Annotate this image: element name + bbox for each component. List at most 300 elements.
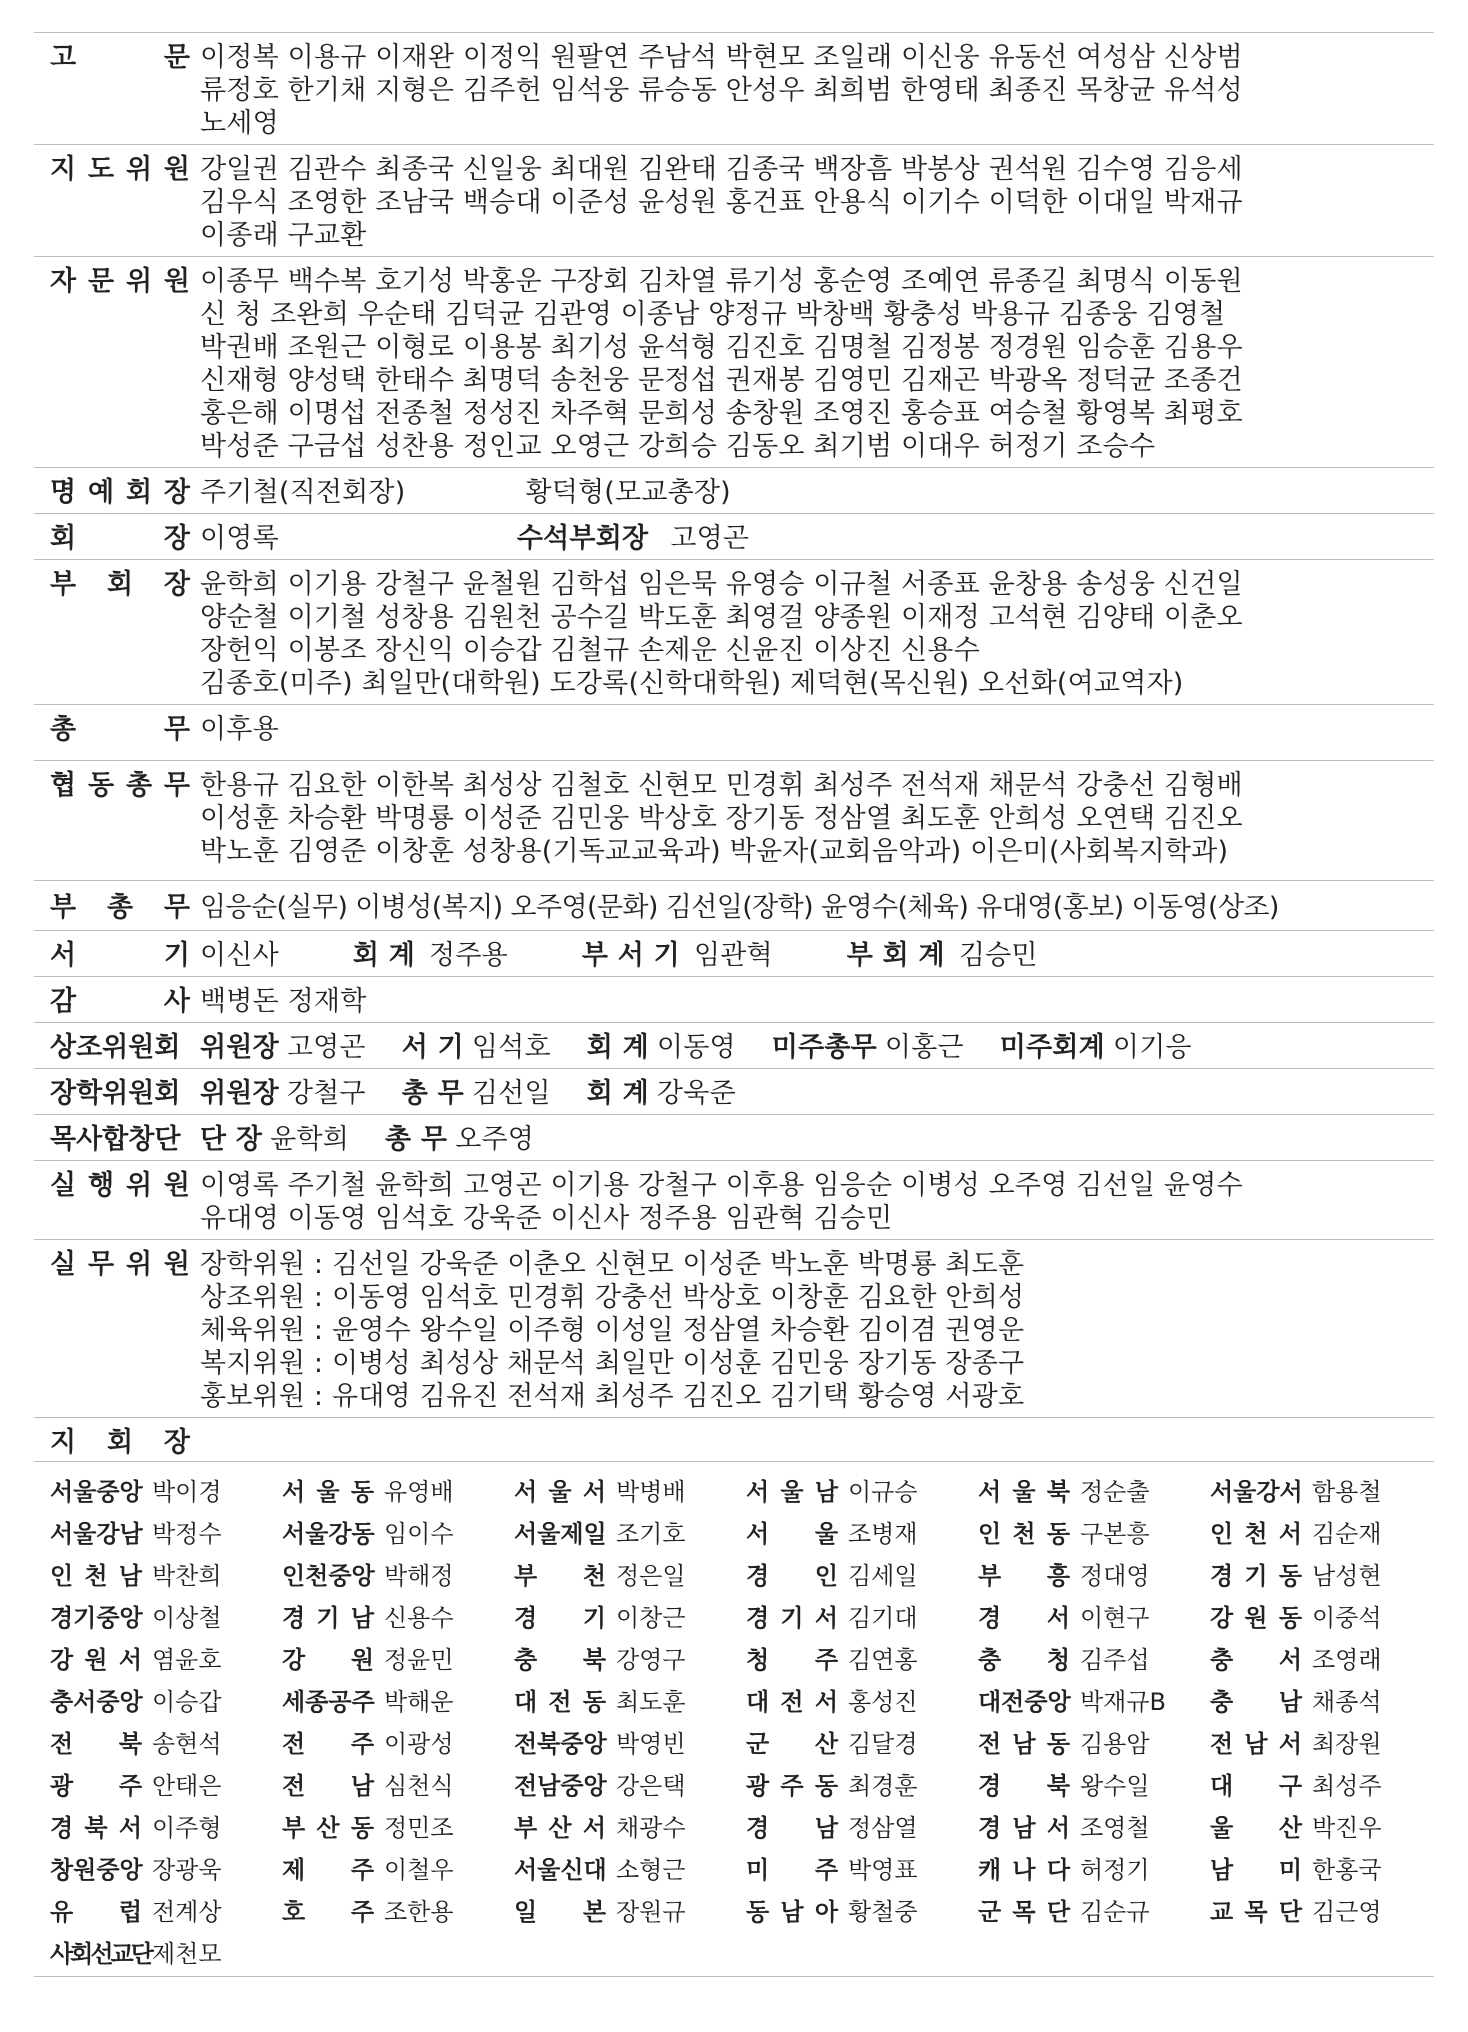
name-line: 류정호 한기채 지형은 김주헌 임석웅 류승동 안성우 최희범 한영태 최종진 목창균 유석성 [200, 75, 1243, 106]
bottom-rule [34, 1976, 1434, 1977]
branch-name: 전북중앙 [514, 1729, 607, 1758]
roster-content [200, 1031, 1434, 1064]
branch-name: 강 원 [282, 1645, 374, 1674]
branch-leader: 조병재 [848, 1519, 918, 1548]
field-label: 회 계 [586, 1078, 649, 1109]
branch-name: 대 전 서 [746, 1687, 838, 1716]
branch-cell [498, 1682, 730, 1717]
section-label: 회 장 [50, 523, 190, 554]
branch-leader: 김기대 [848, 1603, 918, 1632]
branch-leader: 장광욱 [152, 1855, 222, 1884]
branch-cell [266, 1766, 498, 1801]
branch-leader: 김용암 [1080, 1729, 1150, 1758]
field-value: 주기철(직전회장) [200, 477, 406, 508]
field-value: 고영곤 [670, 523, 750, 554]
roster-content [200, 1123, 1434, 1156]
branch-cell [34, 1598, 266, 1633]
branch-name: 경 기 동 [1210, 1561, 1302, 1590]
branch-leader: 이창근 [616, 1603, 686, 1632]
roster-row [34, 760, 1434, 880]
branch-name: 경 남 [746, 1813, 838, 1842]
branch-name: 서울신대 [514, 1855, 607, 1884]
branch-name: 경 북 [978, 1771, 1070, 1800]
branch-leader: 송현석 [152, 1729, 222, 1758]
branch-cell [730, 1682, 962, 1717]
branch-cell [34, 1724, 266, 1759]
branch-cell [1194, 1724, 1426, 1759]
name-line: 복지위원 : 이병성 최성상 채문석 최일만 이성훈 김민웅 장기동 장종구 [200, 1348, 1025, 1379]
branch-name: 전 남 [282, 1771, 374, 1800]
branch-name: 서울제일 [514, 1519, 607, 1548]
section-label: 실 무 위 원 [50, 1249, 190, 1280]
field-label: 총 무 [385, 1124, 448, 1155]
roster-content [200, 713, 1434, 746]
roster-row [34, 976, 1434, 1022]
branch-row [34, 1678, 1434, 1720]
branch-leader: 염윤호 [152, 1645, 222, 1674]
section-label: 지 도 위 원 [50, 154, 190, 185]
branch-cell [266, 1598, 498, 1633]
branch-cell [1194, 1556, 1426, 1591]
branch-name: 호 주 [282, 1897, 374, 1926]
roster-content [200, 1426, 1434, 1459]
roster-row [34, 513, 1434, 559]
branch-cell [730, 1472, 962, 1507]
branch-name: 전 주 [282, 1729, 374, 1758]
branch-leader: 신용수 [384, 1603, 454, 1632]
branch-row [34, 1762, 1434, 1804]
name-line: 이영록 주기철 윤학희 고영곤 이기용 강철구 이후용 임응순 이병성 오주영 김선일 윤영수 [200, 1170, 1243, 1201]
name-line: 신 청 조완희 우순태 김덕균 김관영 이종남 양정규 박창백 황충성 박용규 김종웅 김영철 [200, 299, 1226, 330]
branch-row [34, 1930, 1434, 1972]
branch-leader: 강은택 [616, 1771, 686, 1800]
branch-name: 군 산 [746, 1729, 838, 1758]
branch-leader: 조영래 [1312, 1645, 1382, 1674]
name-line: 박성준 구금섭 성찬용 정인교 오영근 강희승 김동오 최기범 이대우 허정기 조승수 [200, 431, 1156, 462]
branch-name: 경 인 [746, 1561, 838, 1590]
field-value: 이후용 [200, 714, 279, 745]
branch-row [34, 1510, 1434, 1552]
roster-content [200, 1169, 1434, 1235]
field-value: 황덕형(모교총장) [525, 477, 731, 508]
roster-row [34, 144, 1434, 256]
branch-cell [34, 1892, 266, 1927]
branch-leader: 정윤민 [384, 1645, 454, 1674]
branch-name: 남 미 [1210, 1855, 1302, 1884]
branch-name: 충 청 [978, 1645, 1070, 1674]
branch-leader: 제천모 [152, 1939, 222, 1968]
branch-cell [962, 1766, 1194, 1801]
branch-name: 전 북 [50, 1729, 142, 1758]
section-label: 지 회 장 [50, 1427, 190, 1458]
branch-name: 서울강서 [1210, 1477, 1303, 1506]
section-label: 부 총 무 [50, 892, 190, 923]
branch-leader: 박병배 [616, 1477, 686, 1506]
field-label: 미주회계 [999, 1032, 1105, 1063]
branch-leader: 박정수 [152, 1519, 222, 1548]
roster-row [34, 930, 1434, 976]
branch-cell [266, 1808, 498, 1843]
branch-leader: 김근영 [1312, 1897, 1382, 1926]
branch-leader: 이철우 [384, 1855, 454, 1884]
branch-cell [730, 1598, 962, 1633]
roster-content [200, 985, 1434, 1018]
roster-row [34, 1022, 1434, 1068]
branch-leader: 조기호 [616, 1519, 686, 1548]
branch-cell [34, 1766, 266, 1801]
field-label: 부 회 계 [846, 940, 945, 971]
branch-cell [1194, 1892, 1426, 1927]
field-value: 임관혁 [693, 940, 773, 971]
branch-cell [1194, 1640, 1426, 1675]
branch-leader: 임이수 [384, 1519, 454, 1548]
branch-leader: 최성주 [1312, 1771, 1382, 1800]
branch-leader: 정대영 [1080, 1561, 1150, 1590]
field-value: 백병돈 정재학 [200, 986, 367, 1017]
branch-row [34, 1636, 1434, 1678]
branch-leader: 이상철 [152, 1603, 222, 1632]
branch-cell [1194, 1472, 1426, 1507]
branch-name: 제 주 [282, 1855, 374, 1884]
field-value: 이신사 [200, 940, 279, 971]
branch-cell [266, 1724, 498, 1759]
branch-leader: 채종석 [1312, 1687, 1382, 1716]
branch-name: 부 흥 [978, 1561, 1070, 1590]
branch-leader: 조영철 [1080, 1813, 1150, 1842]
branch-cell [266, 1640, 498, 1675]
branch-leader: 안태은 [152, 1771, 222, 1800]
branch-name: 충 서 [1210, 1645, 1302, 1674]
branch-row [34, 1846, 1434, 1888]
section-label: 총 무 [50, 714, 190, 745]
branch-leader: 김달경 [848, 1729, 918, 1758]
branch-leader: 박해운 [384, 1687, 454, 1716]
branch-cell [1194, 1514, 1426, 1549]
branch-cell [962, 1682, 1194, 1717]
branch-name: 인 천 동 [978, 1519, 1070, 1548]
field-label: 총 무 [401, 1078, 464, 1109]
branch-name: 강 원 동 [1210, 1603, 1302, 1632]
branch-grid [34, 1461, 1434, 1972]
branch-cell [34, 1850, 266, 1885]
branch-name: 창원중앙 [50, 1855, 143, 1884]
branch-leader: 김순재 [1312, 1519, 1382, 1548]
branch-name: 서울강동 [282, 1519, 375, 1548]
branch-leader: 박진우 [1312, 1813, 1382, 1842]
field-label: 부 서 기 [581, 940, 680, 971]
branch-leader: 유영배 [384, 1477, 454, 1506]
branch-name: 부 천 [514, 1561, 606, 1590]
branch-name: 전남중앙 [514, 1771, 607, 1800]
branch-cell [498, 1892, 730, 1927]
branch-name: 충 북 [514, 1645, 606, 1674]
branch-name: 경 서 [978, 1603, 1070, 1632]
branch-name: 경 남 서 [978, 1813, 1070, 1842]
branch-leader: 정은일 [616, 1561, 686, 1590]
branch-name: 부 산 동 [282, 1813, 374, 1842]
roster-content [200, 522, 1434, 555]
name-line: 상조위원 : 이동영 임석호 민경휘 강충선 박상호 이창훈 김요한 안희성 [200, 1282, 1025, 1313]
branch-cell [730, 1640, 962, 1675]
branch-cell [34, 1472, 266, 1507]
branch-leader: 한홍국 [1312, 1855, 1382, 1884]
branch-cell [34, 1682, 266, 1717]
field-label: 미주총무 [771, 1032, 877, 1063]
name-line: 신재형 양성택 한태수 최명덕 송천웅 문정섭 권재봉 김영민 김재곤 박광옥 정덕균 조종건 [200, 365, 1243, 396]
field-value: 이홍근 [884, 1032, 964, 1063]
branch-cell [962, 1556, 1194, 1591]
branch-cell [498, 1556, 730, 1591]
branch-cell [34, 1808, 266, 1843]
roster-row [34, 704, 1434, 760]
field-value: 고영곤 [286, 1032, 366, 1063]
branch-row [34, 1720, 1434, 1762]
name-line: 양순철 이기철 성창용 김원천 공수길 박도훈 최영걸 양종원 이재정 고석현 김양태 이춘오 [200, 602, 1243, 633]
name-line: 한용규 김요한 이한복 최성상 김철호 신현모 민경휘 최성주 전석재 채문석 강충선 김형배 [200, 770, 1243, 801]
branch-leader: 김세일 [848, 1561, 918, 1590]
branch-leader: 이주형 [152, 1813, 222, 1842]
branch-name: 울 산 [1210, 1813, 1302, 1842]
branch-name: 서 울 남 [746, 1477, 838, 1506]
section-label: 실 행 위 원 [50, 1170, 190, 1201]
field-label: 단 장 [200, 1124, 263, 1155]
section-label: 명 예 회 장 [50, 477, 190, 508]
branch-leader: 정민조 [384, 1813, 454, 1842]
branch-row [34, 1468, 1434, 1510]
branch-name: 캐 나 다 [978, 1855, 1070, 1884]
field-label: 수석부회장 [516, 523, 649, 554]
branch-leader: 김연홍 [848, 1645, 918, 1674]
branch-name: 세종공주 [282, 1687, 375, 1716]
branch-name: 경 북 서 [50, 1813, 142, 1842]
roster-content [200, 153, 1434, 252]
field-label: 위원장 [200, 1078, 279, 1109]
section-label: 자 문 위 원 [50, 266, 190, 297]
branch-cell [34, 1514, 266, 1549]
branch-cell [34, 1934, 266, 1969]
branch-cell [498, 1808, 730, 1843]
field-value: 임석호 [471, 1032, 551, 1063]
section-label: 서 기 [50, 940, 190, 971]
branch-leader: 박이경 [152, 1477, 222, 1506]
roster-row [34, 880, 1434, 930]
section-label: 상조위원회 [50, 1032, 181, 1063]
roster-row [34, 559, 1434, 704]
branch-name: 서 울 서 [514, 1477, 606, 1506]
roster-row [34, 256, 1434, 467]
branch-cell [1194, 1850, 1426, 1885]
roster-row [34, 467, 1434, 513]
branch-row [34, 1552, 1434, 1594]
branch-name: 충서중앙 [50, 1687, 143, 1716]
branch-leader: 이규승 [848, 1477, 918, 1506]
name-line: 이종래 구교환 [200, 220, 367, 251]
roster-row [34, 32, 1434, 144]
branch-name: 서 울 [746, 1519, 838, 1548]
branch-name: 경기중앙 [50, 1603, 143, 1632]
branch-name: 강 원 서 [50, 1645, 142, 1674]
branch-name: 충 남 [1210, 1687, 1302, 1716]
field-value: 오주영 [455, 1124, 535, 1155]
name-line: 유대영 이동영 임석호 강욱준 이신사 정주용 임관혁 김승민 [200, 1203, 893, 1234]
name-line: 노세영 [200, 108, 279, 139]
section-label: 고 문 [50, 42, 190, 73]
name-line: 장헌익 이봉조 장신익 이승갑 김철규 손제운 신윤진 이상진 신용수 [200, 635, 980, 666]
field-value: 이동영 [656, 1032, 736, 1063]
branch-cell [962, 1514, 1194, 1549]
branch-leader: 홍성진 [848, 1687, 918, 1716]
branch-cell [34, 1556, 266, 1591]
branch-leader: 이승갑 [152, 1687, 222, 1716]
branch-name: 경 기 [514, 1603, 606, 1632]
branch-name: 서 울 북 [978, 1477, 1070, 1506]
branch-leader: 장원규 [616, 1897, 686, 1926]
field-value: 정주용 [429, 940, 508, 971]
branch-name: 경 기 남 [282, 1603, 374, 1632]
branch-cell [498, 1850, 730, 1885]
branch-leader: 구본흥 [1080, 1519, 1150, 1548]
section-label: 부 회 장 [50, 569, 190, 600]
section-label: 장학위원회 [50, 1078, 181, 1109]
name-line: 박노훈 김영준 이창훈 성창용(기독교교육과) 박윤자(교회음악과) 이은미(사회복지학과) [200, 836, 1229, 867]
branch-cell [498, 1514, 730, 1549]
roster-row [34, 1417, 1434, 1461]
branch-leader: 심천식 [384, 1771, 454, 1800]
field-label: 회 계 [586, 1032, 649, 1063]
branch-cell [730, 1892, 962, 1927]
name-line: 윤학희 이기용 강철구 윤철원 김학섭 임은묵 유영승 이규철 서종표 윤창용 송성웅 신건일 [200, 569, 1243, 600]
branch-leader: 채광수 [616, 1813, 686, 1842]
name-line: 체육위원 : 윤영수 왕수일 이주형 이성일 정삼열 차승환 김이겸 권영운 [200, 1315, 1025, 1346]
field-value: 임응순(실무) 이병성(복지) 오주영(문화) 김선일(장학) 윤영수(체육) 유대영(홍보) 이동영(상조) [200, 892, 1279, 923]
branch-cell [266, 1892, 498, 1927]
branch-name: 서 울 동 [282, 1477, 374, 1506]
roster-content [200, 265, 1434, 463]
branch-name: 유 럽 [50, 1897, 142, 1926]
branch-cell [266, 1682, 498, 1717]
branch-leader: 남성현 [1312, 1561, 1382, 1590]
branch-cell [730, 1850, 962, 1885]
branch-name: 인 천 서 [1210, 1519, 1302, 1548]
field-value: 이기응 [1112, 1032, 1192, 1063]
branch-leader: 왕수일 [1080, 1771, 1150, 1800]
name-line: 장학위원 : 김선일 강욱준 이춘오 신현모 이성준 박노훈 박명룡 최도훈 [200, 1249, 1025, 1280]
branch-leader: 김순규 [1080, 1897, 1150, 1926]
field-value: 윤학희 [270, 1124, 350, 1155]
branch-cell [962, 1724, 1194, 1759]
branch-leader: 이중석 [1312, 1603, 1382, 1632]
branch-name: 광 주 동 [746, 1771, 838, 1800]
branch-cell [266, 1850, 498, 1885]
branch-cell [266, 1556, 498, 1591]
branch-name: 교 목 단 [1210, 1897, 1302, 1926]
roster-content [200, 939, 1434, 972]
branch-name: 광 주 [50, 1771, 142, 1800]
branch-leader: 박재규B [1080, 1687, 1167, 1716]
branch-leader: 박해정 [384, 1561, 454, 1590]
branch-leader: 이광성 [384, 1729, 454, 1758]
name-line: 홍은해 이명섭 전종철 정성진 차주혁 문희성 송창원 조영진 홍승표 여승철 황영복 최평호 [200, 398, 1243, 429]
roster-content [200, 891, 1434, 924]
branch-name: 사회선교단 [50, 1939, 151, 1968]
section-label: 목사합창단 [50, 1124, 181, 1155]
branch-cell [730, 1808, 962, 1843]
roster-row [34, 1239, 1434, 1417]
branch-cell [962, 1808, 1194, 1843]
branch-leader: 전계상 [152, 1897, 222, 1926]
branch-leader: 최장원 [1312, 1729, 1382, 1758]
branch-leader: 정순출 [1080, 1477, 1150, 1506]
roster-row [34, 1068, 1434, 1114]
branch-cell [730, 1766, 962, 1801]
name-line: 강일권 김관수 최종국 신일웅 최대원 김완태 김종국 백장흠 박봉상 권석원 김수영 김응세 [200, 154, 1243, 185]
branch-leader: 최도훈 [616, 1687, 686, 1716]
branch-name: 동 남 아 [746, 1897, 838, 1926]
branch-row [34, 1804, 1434, 1846]
name-line: 홍보위원 : 유대영 김유진 전석재 최성주 김진오 김기택 황승영 서광호 [200, 1381, 1025, 1412]
roster-row [34, 1160, 1434, 1239]
field-value: 김승민 [958, 940, 1038, 971]
name-line: 이종무 백수복 호기성 박홍운 구장회 김차열 류기성 홍순영 조예연 류종길 최명식 이동원 [200, 266, 1243, 297]
branch-cell [498, 1724, 730, 1759]
name-line: 김우식 조영한 조남국 백승대 이준성 윤성원 홍건표 안용식 이기수 이덕한 이대일 박재규 [200, 187, 1243, 218]
branch-cell [1194, 1808, 1426, 1843]
branch-cell [962, 1892, 1194, 1927]
roster-content [200, 476, 1434, 509]
section-label: 협 동 총 무 [50, 770, 190, 801]
branch-cell [962, 1850, 1194, 1885]
roster-row [34, 1114, 1434, 1160]
branch-leader: 함용철 [1312, 1477, 1382, 1506]
branch-cell [498, 1640, 730, 1675]
branch-cell [730, 1556, 962, 1591]
branch-name: 일 본 [514, 1897, 606, 1926]
roster-content [200, 769, 1434, 868]
branch-leader: 정삼열 [848, 1813, 918, 1842]
branch-leader: 허정기 [1080, 1855, 1150, 1884]
branch-leader: 소형근 [616, 1855, 686, 1884]
branch-name: 서울강남 [50, 1519, 143, 1548]
branch-leader: 조한용 [384, 1897, 454, 1926]
field-value: 강철구 [286, 1078, 366, 1109]
branch-name: 부 산 서 [514, 1813, 606, 1842]
branch-leader: 박영빈 [616, 1729, 686, 1758]
roster-content [200, 568, 1434, 700]
roster-content [200, 41, 1434, 140]
branch-name: 대전중앙 [978, 1687, 1071, 1716]
branch-name: 미 주 [746, 1855, 838, 1884]
branch-name: 인 천 남 [50, 1561, 142, 1590]
document-page [34, 32, 1434, 1977]
name-line: 박권배 조원근 이형로 이용봉 최기성 윤석형 김진호 김명철 김정봉 정경원 임승훈 김용우 [200, 332, 1243, 363]
roster-content [200, 1077, 1434, 1110]
branch-leader: 황철중 [848, 1897, 918, 1926]
branch-cell [730, 1514, 962, 1549]
field-value: 김선일 [471, 1078, 551, 1109]
branch-name: 전 남 동 [978, 1729, 1070, 1758]
branch-cell [266, 1514, 498, 1549]
branch-cell [730, 1724, 962, 1759]
branch-leader: 최경훈 [848, 1771, 918, 1800]
branch-cell [498, 1598, 730, 1633]
branch-cell [1194, 1682, 1426, 1717]
branch-name: 대 전 동 [514, 1687, 606, 1716]
field-value: 이영록 [200, 523, 279, 554]
branch-cell [1194, 1598, 1426, 1633]
branch-name: 서울중앙 [50, 1477, 143, 1506]
section-label: 감 사 [50, 986, 190, 1017]
branch-leader: 박영표 [848, 1855, 918, 1884]
